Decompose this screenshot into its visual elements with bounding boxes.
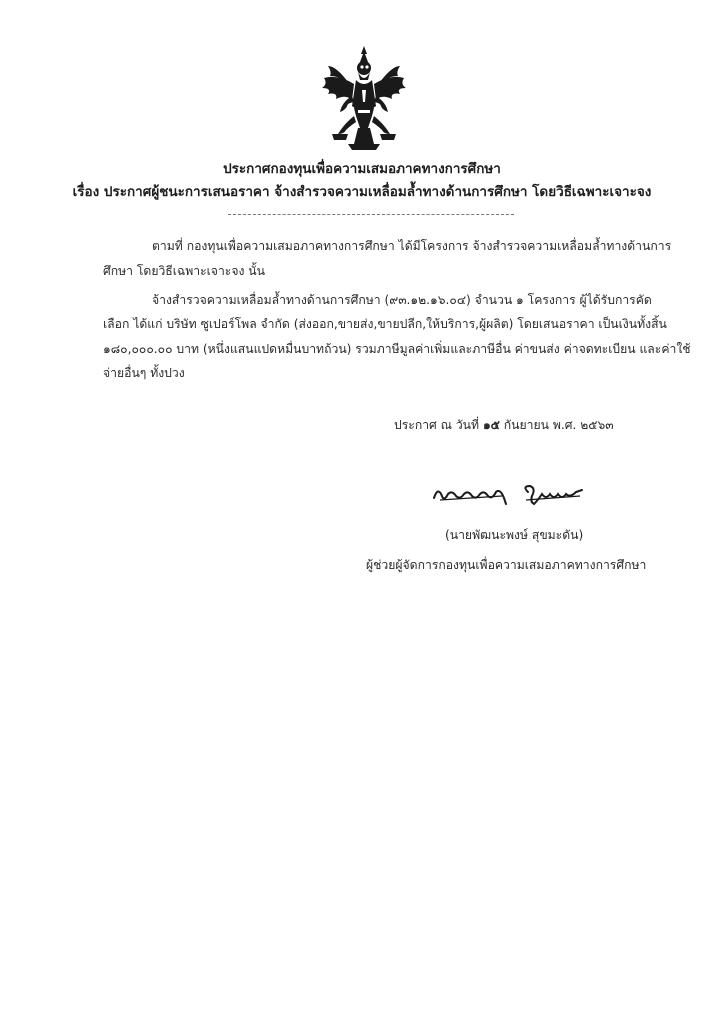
separator-line (228, 214, 514, 215)
announcement-title: ประกาศกองทุนเพื่อความเสมอภาคทางการศึกษา (223, 161, 501, 177)
paragraph1-line2: ศึกษา โดยวิธีเฉพาะเจาะจง นั้น (103, 264, 265, 278)
paragraph2-line2: เลือก ได้แก่ บริษัท ซูเปอร์โพล จำกัด (ส่งออก,ขายส่ง,ขายปลีก,ให้บริการ,ผู้ผลิต) โดยเสนอราคา เป็นเงินทั้งสิ้น (103, 317, 667, 331)
signatory-position: ผู้ช่วยผู้จัดการกองทุนเพื่อความเสมอภาคทางการศึกษา (366, 558, 647, 572)
announcement-subject: เรื่อง ประกาศผู้ชนะการเสนอราคา จ้างสำรวจความเหลื่อมล้ำทางด้านการศึกษา โดยวิธีเฉพาะเจาะจง (72, 184, 652, 200)
announcement-date (394, 416, 614, 435)
date-prefix: ประกาศ ณ วันที่ (394, 418, 480, 432)
handwritten-signature (430, 478, 590, 512)
signatory-name: (นายพัฒนะพงษ์ สุขมะดัน) (445, 528, 584, 542)
date-month-year: กันยายน พ.ศ. ๒๕๖๓ (503, 418, 614, 432)
paragraph1-line1: ตามที่ กองทุนเพื่อความเสมอภาคทางการศึกษา ได้มีโครงการ จ้างสำรวจความเหลื่อมล้ำทางด้านการ (152, 239, 672, 253)
paragraph2-line3: ๑๘๐,๐๐๐.๐๐ บาท (หนึ่งแสนแปดหมื่นบาทถ้วน) รวมภาษีมูลค่าเพิ่มและภาษีอื่น ค่าขนส่ง ค่าจดทะเบียน และค่าใช้ (103, 342, 691, 356)
date-day: ๑๕ (482, 418, 500, 432)
garuda-emblem (318, 44, 410, 154)
paragraph2-line4: จ่ายอื่นๆ ทั้งปวง (103, 366, 185, 380)
paragraph2-line1: จ้างสำรวจความเหลื่อมล้ำทางด้านการศึกษา (๙๓.๑๒.๑๖.๐๔) จำนวน ๑ โครงการ ผู้ได้รับการคัด (152, 293, 652, 307)
